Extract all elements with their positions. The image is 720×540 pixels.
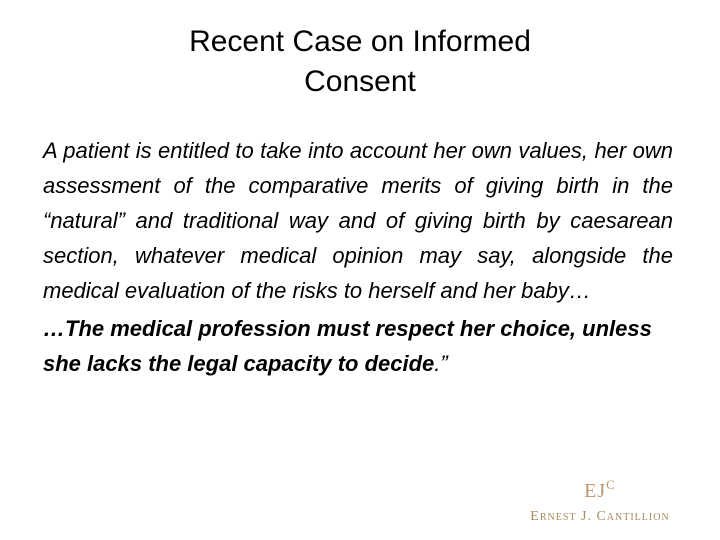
slide-title <box>60 22 660 102</box>
slide-title-line-2: Consent <box>304 65 416 98</box>
emphasis-text: …The medical profession must respect her choice, unless she lacks the legal capacity to decide <box>43 316 652 376</box>
logo-monogram-main: EJ <box>584 480 607 502</box>
logo-monogram <box>510 478 690 504</box>
logo-name: Ernest J. Cantillion <box>530 509 670 524</box>
logo-monogram-sup: C <box>606 477 616 492</box>
quote-paragraph: A patient is entitled to take into account her own values, her own assessment of the comparative merits of giving birth in the “natural” and traditional way and of giving birth by caesarean section, whatever medical opinion may say, alongside the medical evaluation of the risks to herself and her baby… <box>43 138 673 303</box>
emphasis-closing-quote: .” <box>434 351 448 376</box>
emphasis-paragraph <box>43 311 673 381</box>
slide-title-line-1: Recent Case on Informed <box>189 25 531 58</box>
slide-body <box>43 133 673 381</box>
firm-logo <box>510 478 690 530</box>
